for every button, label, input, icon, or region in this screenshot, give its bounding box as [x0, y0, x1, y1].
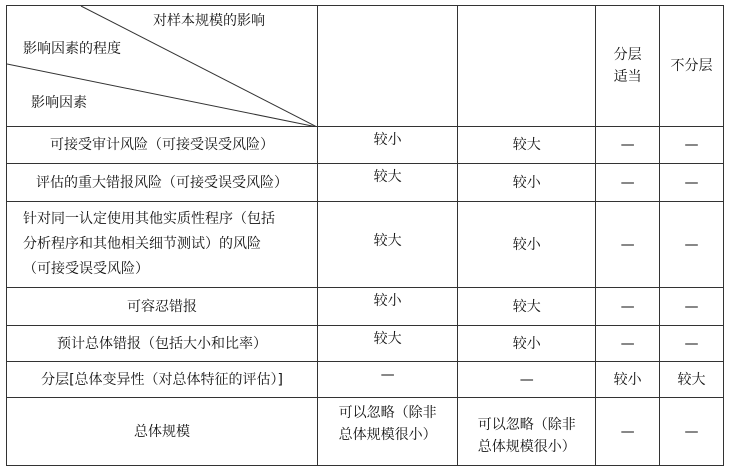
factor-cell: 预计总体错报（包括大小和比率） [7, 326, 318, 362]
value-cell: — [596, 164, 660, 202]
header-degree-label: 影响因素的程度 [23, 41, 121, 57]
value-cell: 较大 [660, 362, 724, 398]
header-stratified-cell [596, 6, 660, 127]
value-line: 可以忽略（除非 [338, 405, 437, 421]
factor-cell: 评估的重大错报风险（可接受误受风险） [7, 164, 318, 202]
value-cell: — [596, 326, 660, 362]
table-row [7, 398, 724, 466]
value-cell: 较大 [318, 164, 458, 202]
value-cell: — [660, 288, 724, 326]
sample-size-factors-table [6, 5, 724, 466]
value-cell: — [458, 362, 596, 398]
factor-line: 分析程序和其他相关细节测试）的风险 [23, 236, 261, 252]
value-cell: 较大 [318, 202, 458, 288]
value-cell: — [660, 202, 724, 288]
factor-cell: 可容忍错报 [7, 288, 318, 326]
value-cell: 较大 [458, 127, 596, 164]
value-cell: 较小 [596, 362, 660, 398]
table-row [7, 127, 724, 164]
value-cell: — [660, 164, 724, 202]
factor-line: （可接受误受风险） [23, 261, 149, 277]
value-cell: 较大 [318, 326, 458, 362]
value-cell: — [318, 362, 458, 398]
value-line: 可以忽略（除非 [477, 416, 576, 433]
value-cell: 较大 [458, 288, 596, 326]
factor-cell: 分层[总体变异性（对总体特征的评估）] [7, 362, 318, 398]
value-cell: — [596, 127, 660, 164]
header-stratified-line2: 适当 [613, 69, 642, 85]
factor-line: 针对同一认定使用其他实质性程序（包括 [23, 211, 275, 227]
table-row [7, 326, 724, 362]
header-factor-label: 影响因素 [31, 95, 87, 111]
value-cell: — [596, 398, 660, 466]
factor-cell: 可接受审计风险（可接受误受风险） [7, 127, 318, 164]
value-cell: 较小 [318, 288, 458, 326]
value-cell-multiline [458, 398, 596, 466]
table-row [7, 288, 724, 326]
header-empty-cell-2 [458, 6, 596, 127]
value-cell: — [660, 127, 724, 164]
value-cell: 较小 [458, 326, 596, 362]
value-cell: — [660, 398, 724, 466]
table-row [7, 362, 724, 398]
value-line: 总体规模很小） [338, 427, 437, 443]
value-cell-multiline [318, 398, 458, 466]
header-effect-label: 对样本规模的影响 [153, 13, 265, 29]
header-unstratified-cell: 不分层 [660, 6, 724, 127]
header-empty-cell-1 [318, 6, 458, 127]
header-stratified-line1: 分层 [613, 47, 642, 63]
value-cell: — [596, 202, 660, 288]
value-cell: 较小 [458, 202, 596, 288]
value-cell: — [596, 288, 660, 326]
diagonal-header-cell [7, 6, 318, 127]
factor-cell: 总体规模 [7, 398, 318, 466]
table-row [7, 202, 724, 288]
value-line: 总体规模很小） [477, 438, 576, 455]
table-row [7, 164, 724, 202]
value-cell: 较小 [318, 127, 458, 164]
value-cell: 较小 [458, 164, 596, 202]
header-row [7, 6, 724, 127]
factor-cell-multiline [7, 202, 318, 288]
value-cell: — [660, 326, 724, 362]
